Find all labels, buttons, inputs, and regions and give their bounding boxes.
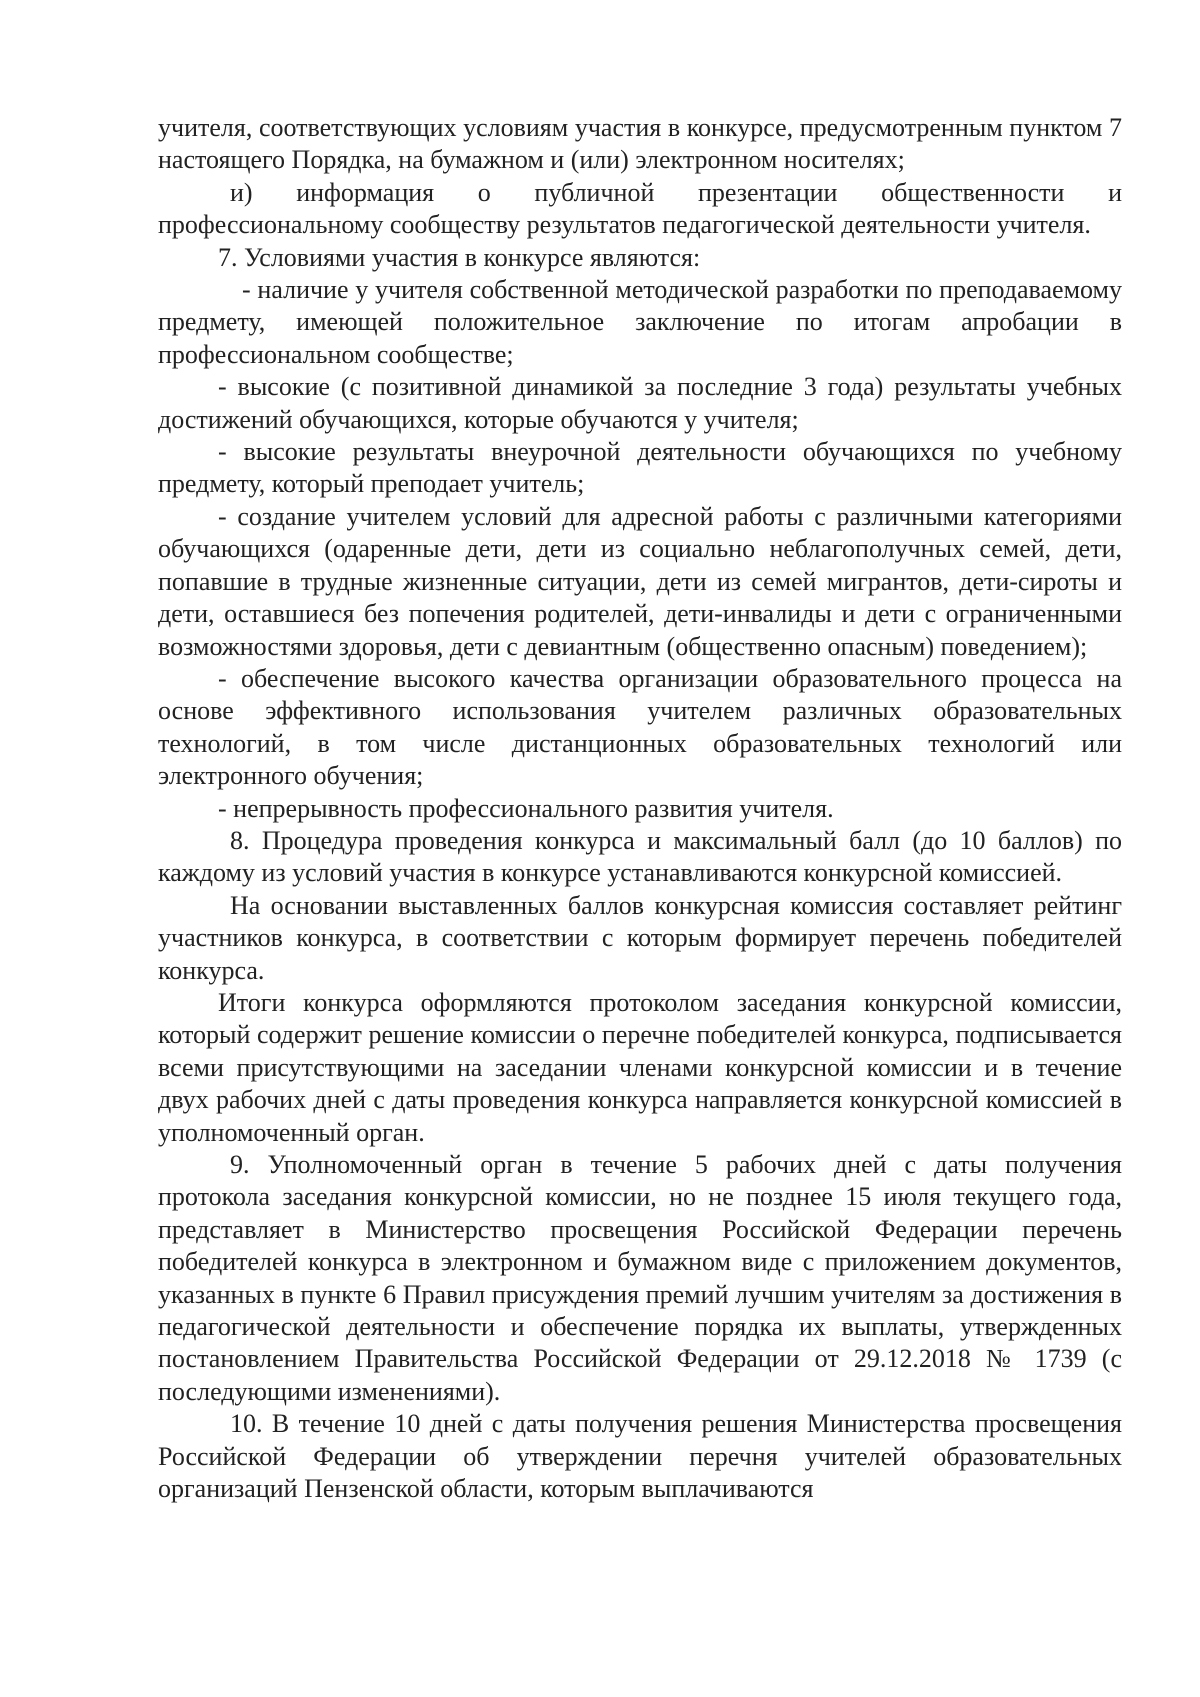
paragraph-section-9: 9. Уполномоченный орган в течение 5 рабочих дней с даты получения протокола заседания конкурсной комиссии, но не позднее 15 июля текущего года, представляет в Министерство просвещения Российской Федерации перечень победителей конкурса в электронном и бумажном виде с приложением документов, указанных в пункте 6 Правил присуждения премий лучшим учителям за достижения в педагогической деятельности и обеспечение порядка их выплаты, утвержденных постановлением Правительства Российской Федерации от 29.12.2018 № 1739 (с последующими изменениями).	[158, 1150, 1122, 1406]
condition-item: - создание учителем условий для адресной работы с различными категориями обучающихся (одаренные дети, дети из социально неблагополучных семей, дети, попавшие в трудные жизненные ситуации, дети из семей мигрантов, дети-сироты и дети, оставшиеся без попечения родителей, дети-инвалиды и дети с ограниченными возможностями здоровья, дети с девиантным (общественно опасным) поведением);	[158, 501, 1122, 661]
condition-item: - высокие результаты внеурочной деятельности обучающихся по учебному предмету, который преподает учитель;	[158, 437, 1122, 499]
paragraph-section-8: 8. Процедура проведения конкурса и максимальный балл (до 10 баллов) по каждому из условий участия в конкурсе устанавливаются конкурсной комиссией.	[158, 825, 1122, 888]
paragraph-item-i: и) информация о публичной презентации общественности и профессиональному сообществу результатов педагогической деятельности учителя.	[158, 177, 1122, 240]
document-page	[158, 112, 1122, 1505]
condition-item: - наличие у учителя собственной методической разработки по преподаваемому предмету, имеющей положительное заключение по итогам апробации в профессиональном сообществе;	[158, 275, 1122, 369]
condition-item: - высокие (с позитивной динамикой за последние 3 года) результаты учебных достижений обучающихся, которые обучаются у учителя;	[158, 372, 1122, 434]
paragraph-section-7: 7. Условиями участия в конкурсе являются:	[218, 242, 701, 272]
condition-item: - обеспечение высокого качества организации образовательного процесса на основе эффективного использования учителем различных образовательных технологий, в том числе дистанционных образовательных технологий или электронного обучения;	[158, 663, 1122, 791]
condition-item: - непрерывность профессионального развития учителя.	[218, 793, 834, 823]
paragraph-section-10: 10. В течение 10 дней с даты получения решения Министерства просвещения Российской Федерации об утверждении перечня учителей образовательных организаций Пензенской области, которым выплачиваются	[158, 1409, 1122, 1504]
paragraph-section-8-rating: На основании выставленных баллов конкурсная комиссия составляет рейтинг участников конкурса, в соответствии с которым формирует перечень победителей конкурса.	[158, 890, 1122, 985]
paragraph-continuation: учителя, соответствующих условиям участия в конкурсе, предусмотренным пунктом 7 настоящего Порядка, на бумажном и (или) электронном носителях;	[158, 113, 1122, 175]
paragraph-section-8-results: Итоги конкурса оформляются протоколом заседания конкурсной комиссии, который содержит решение комиссии о перечне победителей конкурса, подписывается всеми присутствующими на заседании членами конкурсной комиссии и в течение двух рабочих дней с даты проведения конкурса направляется конкурсной комиссией в уполномоченный орган.	[158, 987, 1122, 1147]
